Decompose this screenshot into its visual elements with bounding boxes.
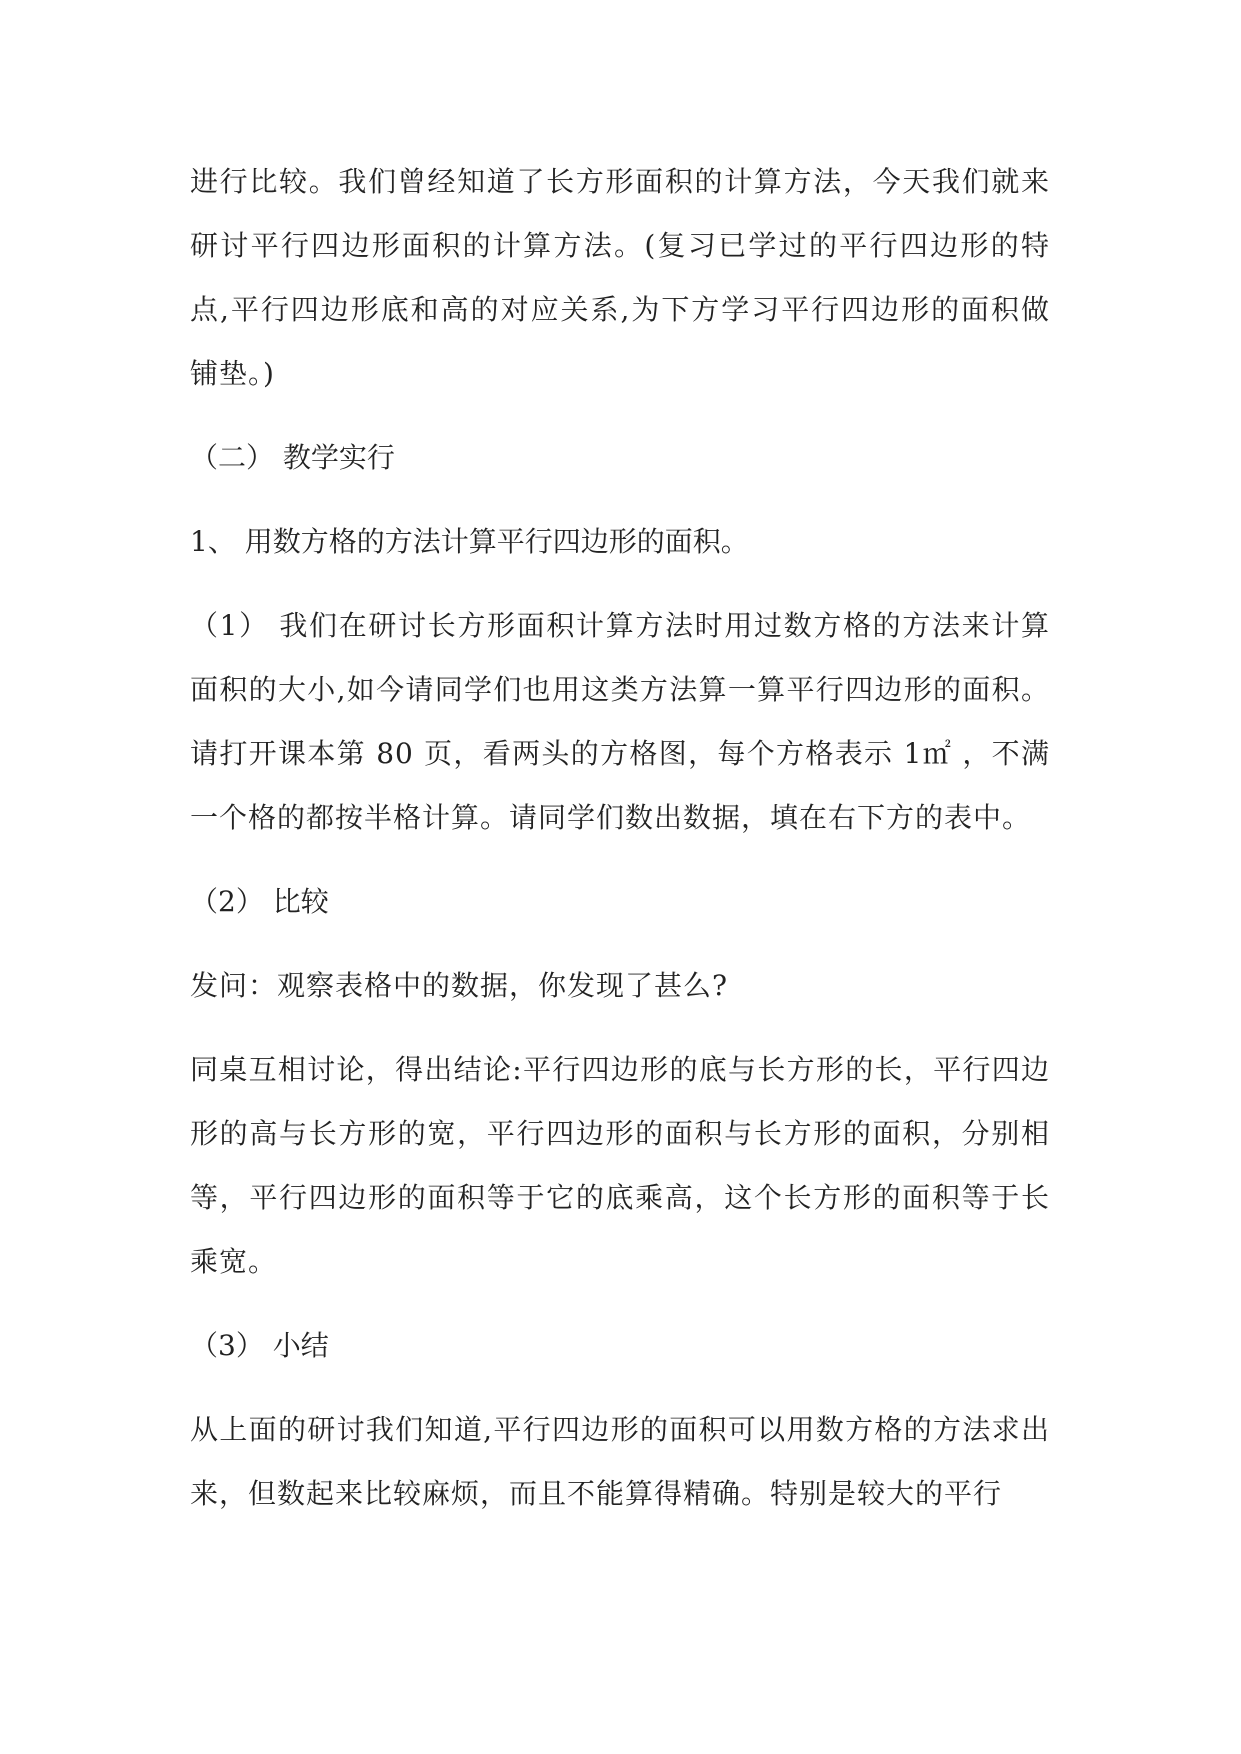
intro-paragraph: 进行比较。我们曾经知道了长方形面积的计算方法，今天我们就来研讨平行四边形面积的计算方法。(复习已学过的平行四边形的特点,平行四边形底和高的对应关系,为下方学习平行四边形的面积做铺垫。) bbox=[190, 165, 1050, 390]
step-1-title: 1、 用数方格的方法计算平行四边形的面积。 bbox=[190, 525, 749, 558]
document-page bbox=[190, 150, 1050, 1546]
step-1-2-heading: （2） 比较 bbox=[190, 885, 329, 918]
step-1-3-heading: （3） 小结 bbox=[190, 1329, 329, 1362]
summary-paragraph: 从上面的研讨我们知道,平行四边形的面积可以用数方格的方法求出来，但数起来比较麻烦，而且不能算得精确。特别是较大的平行 bbox=[190, 1413, 1050, 1510]
section-heading-teaching: （二） 教学实行 bbox=[190, 441, 395, 474]
discussion-paragraph: 同桌互相讨论，得出结论:平行四边形的底与长方形的长，平行四边形的高与长方形的宽，平行四边形的面积与长方形的面积，分别相等，平行四边形的面积等于它的底乘高，这个长方形的面积等于长乘宽。 bbox=[190, 1053, 1050, 1278]
step-1-1-paragraph: （1） 我们在研讨长方形面积计算方法时用过数方格的方法来计算面积的大小,如今请同学们也用这类方法算一算平行四边形的面积。请打开课本第 80 页，看两头的方格图，每个方格表示 1㎡ ，不满一个格的都按半格计算。请同学们数出数据，填在右下方的表中。 bbox=[190, 609, 1050, 834]
question-paragraph: 发问：观察表格中的数据，你发现了甚么? bbox=[190, 969, 729, 1002]
